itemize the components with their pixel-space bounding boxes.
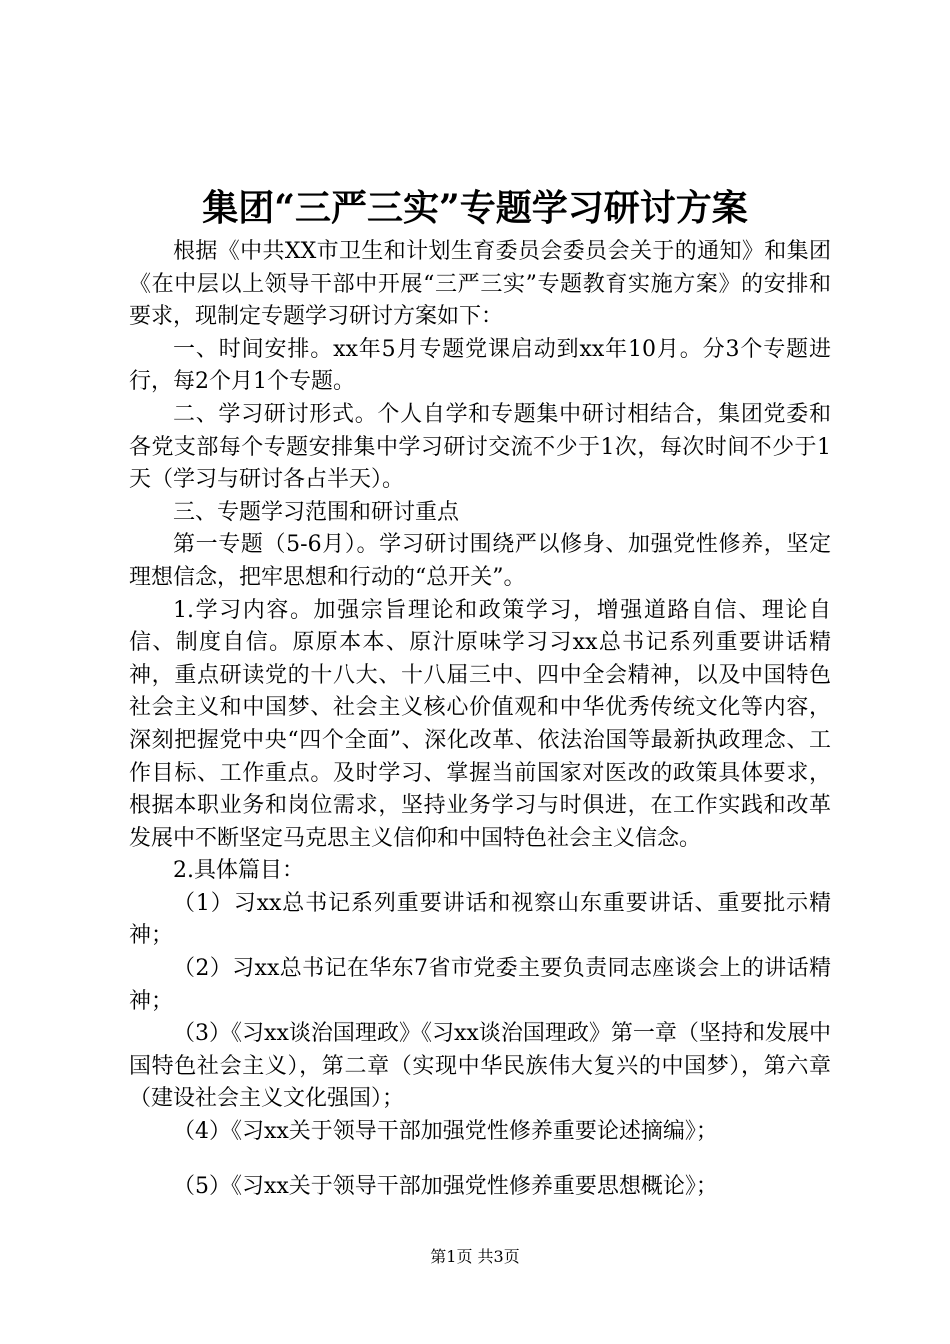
paragraph-reading-4: （4）《习xx关于领导干部加强党性修养重要论述摘编》； (173, 1119, 718, 1145)
paragraph-readings-heading: 2.具体篇目： (173, 858, 304, 884)
paragraph-study-content: 1.学习内容。加强宗旨理论和政策学习，增强道路自信、理论自信、制度自信。原原本本、原汁原味学习习xx总书记系列重要讲话精神，重点研读党的十八大、十八届三中、四中全会精神，以及中国特色社会主义和中国梦、社会主义核心价值观和中华优秀传统文化等内容，深刻把握党中央“四个全面”、深化改革、依法治国等最新执政理念、工作目标、工作重点。及时学习、掌握当前国家对医改的政策具体要求，根据本职业务和岗位需求，坚持业务学习与时俱进，在工作实践和改革发展中不断坚定马克思主义信仰和中国特色社会主义信念。 (129, 597, 831, 851)
document-title: 集团“三严三实”专题学习研讨方案 (202, 187, 748, 229)
paragraph-reading-3: （3）《习xx谈治国理政》《习xx谈治国理政》第一章（坚持和发展中国特色社会主义），第二章（实现中华民族伟大复兴的中国梦），第六章（建设社会主义文化强国）； (129, 1021, 831, 1112)
document-body (129, 236, 831, 1203)
paragraph-topic-one: 第一专题（5-6月）。学习研讨围绕严以修身、加强党性修养，坚定理想信念，把牢思想和行动的“总开关”。 (129, 532, 831, 590)
paragraph-schedule: 一、时间安排。xx年5月专题党课启动到xx年10月。分3个专题进行，每2个月1个专题。 (129, 336, 831, 395)
paragraph-intro: 根据《中共XX市卫生和计划生育委员会委员会关于的通知》和集团《在中层以上领导干部中开展“三严三实”专题教育实施方案》的安排和要求，现制定专题学习研讨方案如下： (129, 239, 831, 330)
page-number-footer: 第1页 共3页 (430, 1247, 520, 1266)
paragraph-reading-5: （5）《习xx关于领导干部加强党性修养重要思想概论》； (173, 1173, 718, 1199)
paragraph-reading-1: （1）习xx总书记系列重要讲话和视察山东重要讲话、重要批示精神； (129, 890, 831, 949)
paragraph-scope-heading: 三、专题学习范围和研讨重点 (173, 499, 460, 525)
paragraph-format: 二、学习研讨形式。个人自学和专题集中研讨相结合，集团党委和各党支部每个专题安排集中学习研讨交流不少于1次，每次时间不少于1天（学习与研讨各占半天）。 (129, 401, 831, 493)
paragraph-reading-2: （2）习xx总书记在华东7省市党委主要负责同志座谈会上的讲话精神； (129, 956, 831, 1014)
